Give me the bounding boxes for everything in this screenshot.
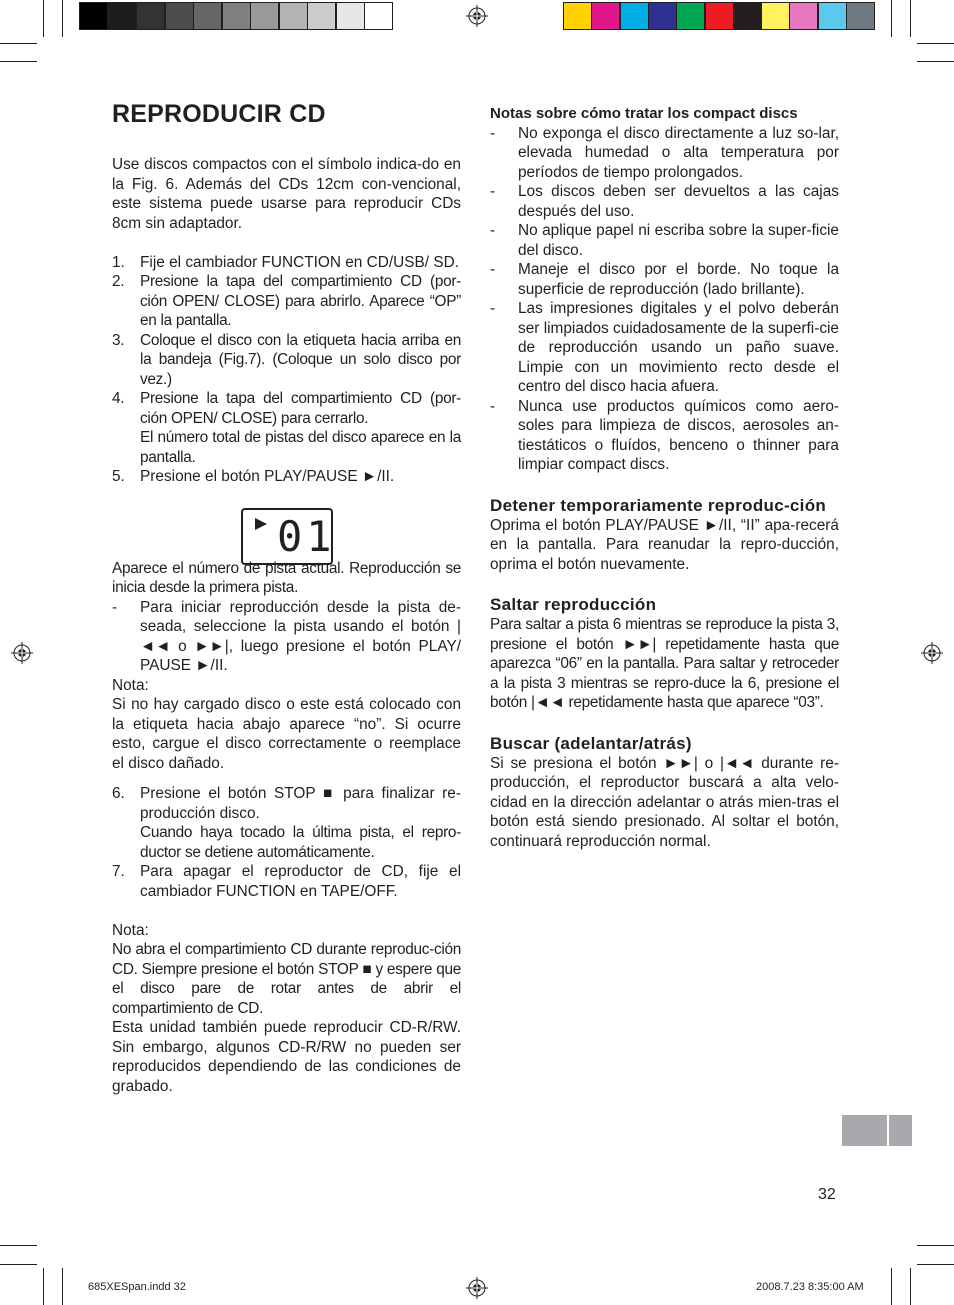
step-number: 3. (112, 331, 125, 349)
section-tab (842, 1115, 912, 1146)
note-item-text: Nunca use productos químicos como aero-soles para limpieza de discos, aerosoles an-tiestáticos o fluídos, benceno o thinner para limpiar compact discs. (518, 397, 839, 473)
note-item-text: No exponga el disco directamente a luz so-lar, elevada humedad o alta temperatura por períodos de tiempo prolongados. (518, 124, 839, 181)
dash-marker: - (112, 598, 118, 616)
crop-mark (43, 0, 44, 37)
pause-paragraph: Oprima el botón PLAY/PAUSE ►/II, “II” apa-recerá en la pantalla. Para reanudar la repro-ducción, oprima el botón nuevamente. (490, 516, 839, 573)
registration-target-icon (921, 642, 943, 664)
footer-date: 2008.7.23 8:35:00 AM (756, 1281, 864, 1293)
list-item (490, 260, 839, 299)
registration-target-icon (11, 642, 33, 664)
crop-mark (0, 1245, 37, 1246)
gray-swatch (336, 2, 365, 30)
gray-swatch (79, 2, 108, 30)
step-text: Presione el botón STOP ■ para finalizar re-producción disco. (140, 785, 461, 822)
crop-mark (917, 43, 954, 44)
color-swatch (591, 2, 620, 30)
list-item (112, 253, 461, 273)
step-number: 1. (112, 253, 125, 271)
skip-paragraph: Para saltar a pista 6 mientras se reproduce la pista 3, presione el botón ►►| repetidamente hasta que aparezca “06” en la pantalla. Para saltar y retroceder a la pista 3 mientras se repro-duce la 6, presione el botón |◄◄ repetidamente hasta que aparece “03”. (490, 616, 839, 711)
note-item-text: No aplique papel ni escriba sobre la super-ficie del disco. (518, 222, 839, 259)
crop-mark (43, 1268, 44, 1305)
crop-mark (891, 0, 892, 37)
step-extra-text: El número total de pistas del disco aparece en la pantalla. (140, 429, 461, 466)
section-heading-skip: Saltar reproducción (490, 595, 657, 614)
step-text: Presione la tapa del compartimiento CD (por-ción OPEN/ CLOSE) para abrirlo. Aparece “OP” en la pantalla. (140, 273, 461, 329)
search-paragraph: Si se presiona el botón ►►| o |◄◄ durante re-producción, el reproductor buscará a alta velo-cidad en la dirección adelantar o atrás mien-tras el botón está siendo presionado. Al soltar el botón, continuará reproducción normal. (490, 754, 839, 850)
list-item (112, 598, 461, 676)
left-column (112, 155, 461, 1096)
bullet-list-a (112, 598, 461, 676)
crop-mark (0, 43, 37, 44)
lcd-display (241, 508, 336, 565)
page-number: 32 (818, 1186, 836, 1203)
step-text: Fije el cambiador FUNCTION en CD/USB/ SD. (140, 253, 460, 271)
list-item (490, 124, 839, 183)
note-text: No abra el compartimiento CD durante reproduc-ción CD. Siempre presione el botón STOP ■ y espere que el disco pare de rotar antes de abrir el compartimiento de CD. (112, 941, 461, 1017)
gray-swatch (222, 2, 251, 30)
crop-mark (917, 1264, 954, 1265)
dash-marker: - (490, 222, 496, 239)
color-swatch (705, 2, 734, 30)
dash-marker: - (490, 261, 496, 278)
color-swatch (789, 2, 818, 30)
gray-swatch (250, 2, 279, 30)
list-item (112, 467, 461, 487)
crop-mark (910, 0, 911, 37)
color-swatch (563, 2, 592, 30)
display-track-number: 01 (277, 512, 336, 561)
step-extra-text: Cuando haya tocado la última pista, el repro-ductor se detiene automáticamente. (140, 824, 461, 861)
crop-mark (917, 1245, 954, 1246)
note-item-text: Las impresiones digitales y el polvo deberán ser limpiados cuidadosamente de la superfi-cie de reproducción usando un paño suave. Limpie con un movimiento recto desde el centro del disco hacia afuera. (518, 300, 839, 395)
color-swatch (761, 2, 790, 30)
crop-mark (0, 1264, 37, 1265)
section-tab-divider (887, 1115, 889, 1146)
steps-list-a (112, 253, 461, 487)
note-text: Esta unidad también puede reproducir CD-R/RW. Sin embargo, algunos CD-R/RW no pueden ser reproducidos dependiendo de las condiciones de grabado. (112, 1019, 461, 1095)
list-item (112, 331, 461, 390)
notes-heading: Notas sobre cómo tratar los compact discs (490, 105, 798, 122)
list-item (490, 221, 839, 260)
steps-list-b (112, 784, 461, 901)
dash-marker: - (490, 124, 496, 142)
dash-marker: - (490, 300, 496, 317)
color-swatch (846, 2, 875, 30)
list-item (112, 784, 461, 862)
list-item (490, 397, 839, 475)
color-swatch (620, 2, 649, 30)
step-number: 2. (112, 273, 125, 290)
note-label: Nota: (112, 921, 149, 939)
step-text: Coloque el disco con la etiqueta hacia arriba en la bandeja (Fig.7). (Coloque un solo disco por vez.) (140, 331, 461, 388)
gray-swatch (108, 2, 137, 30)
note-label: Nota: (112, 676, 149, 694)
note-text: Si no hay cargado disco o este está colocado con la etiqueta hacia abajo aparece “no”. Si ocurre esto, cargue el disco correctamente o reemplace el disco dañado. (112, 696, 461, 772)
gray-swatch (136, 2, 165, 30)
step-text: Presione el botón PLAY/PAUSE ►/II. (140, 468, 395, 485)
step-number: 4. (112, 390, 125, 407)
registration-target-icon (466, 5, 488, 27)
gray-swatch (165, 2, 194, 30)
section-heading-pause: Detener temporariamente reproduc-ción (490, 495, 827, 515)
dash-marker: - (490, 183, 496, 200)
list-item (112, 272, 461, 331)
section-heading-search: Buscar (adelantar/atrás) (490, 733, 692, 753)
step-text: Para apagar el reproductor de CD, fije el cambiador FUNCTION en TAPE/OFF. (140, 863, 461, 900)
color-swatch (818, 2, 847, 30)
color-swatch (648, 2, 677, 30)
crop-mark (62, 0, 63, 37)
intro-paragraph: Use discos compactos con el símbolo indica-do en la Fig. 6. Además del CDs 12cm con-vencional, este sistema puede usarse para reproducir CDs 8cm sin adaptador. (112, 156, 461, 232)
crop-mark (910, 1268, 911, 1305)
list-item (112, 862, 461, 901)
step-number: 6. (112, 785, 125, 802)
gray-swatch (307, 2, 336, 30)
crop-mark (917, 61, 954, 62)
registration-target-icon (466, 1277, 488, 1299)
gray-swatch (279, 2, 308, 30)
notes-list (490, 124, 839, 475)
bullet-text: Para iniciar reproducción desde la pista de-seada, seleccione la pista usando el botón |◄◄ o ►►|, luego presione el botón PLAY/ PAUSE ►/II. (140, 598, 461, 674)
list-item (112, 389, 461, 467)
gray-swatch (364, 2, 393, 30)
crop-mark (0, 61, 37, 62)
list-item (490, 299, 839, 397)
list-item (490, 182, 839, 221)
color-swatch (733, 2, 762, 30)
color-swatch (676, 2, 705, 30)
page-title: REPRODUCIR CD (112, 100, 326, 128)
crop-mark (891, 1268, 892, 1305)
note-item-text: Maneje el disco por el borde. No toque la superficie de reproducción (lado brillante). (518, 261, 839, 298)
step-text: Presione la tapa del compartimiento CD (por-ción OPEN/ CLOSE) para cerrarlo. (140, 390, 461, 427)
step-number: 5. (112, 468, 125, 485)
right-column (490, 104, 839, 851)
crop-mark (62, 1268, 63, 1305)
gray-swatch (193, 2, 222, 30)
footer-file-name: 685XESpan.indd 32 (88, 1281, 186, 1293)
after-display-paragraph: Aparece el número de pista actual. Reproducción se inicia desde la primera pista. (112, 559, 461, 596)
step-number: 7. (112, 863, 125, 880)
play-icon (255, 518, 267, 530)
note-item-text: Los discos deben ser devueltos a las cajas después del uso. (518, 183, 839, 220)
dash-marker: - (490, 397, 496, 415)
